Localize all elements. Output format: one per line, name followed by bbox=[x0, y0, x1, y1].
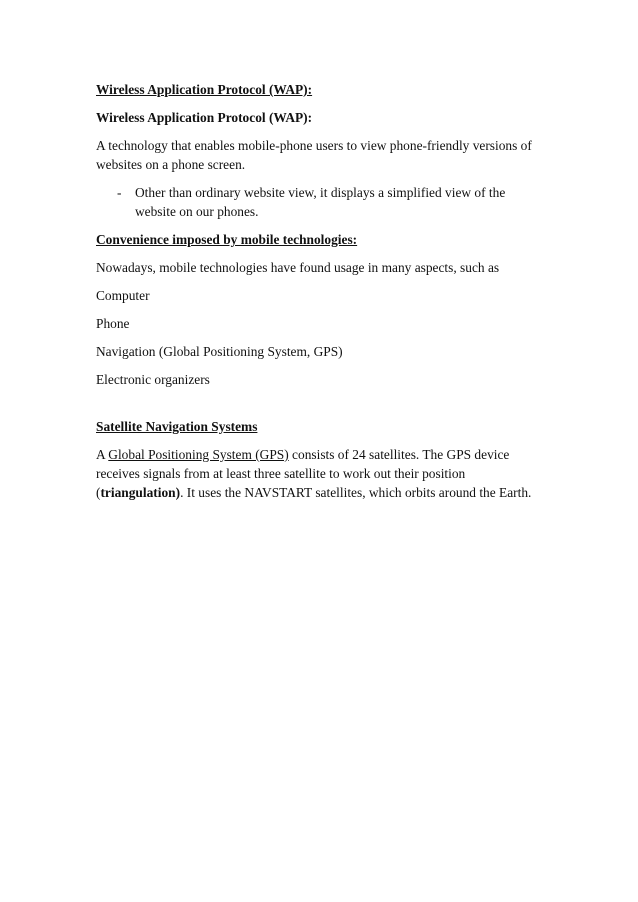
triangulation-term: triangulation) bbox=[100, 485, 181, 500]
blank-line bbox=[96, 398, 546, 417]
convenience-item-phone: Phone bbox=[96, 316, 130, 331]
satellite-text-end: . It uses the NAVSTART satellites, which orbits around the Earth. bbox=[180, 485, 532, 500]
gps-link[interactable]: Global Positioning System (GPS) bbox=[108, 447, 289, 462]
bullet-marker: - bbox=[117, 185, 122, 200]
document-content bbox=[96, 80, 546, 511]
convenience-heading: Convenience imposed by mobile technologies: bbox=[96, 232, 358, 247]
convenience-intro: Nowadays, mobile technologies have found usage in many aspects, such as bbox=[96, 260, 500, 275]
wap-heading-underlined: Wireless Application Protocol (WAP): bbox=[96, 82, 313, 97]
wap-definition: A technology that enables mobile-phone users to view phone-friendly versions of websites on a phone screen. bbox=[96, 138, 532, 172]
satellite-text-start: A bbox=[96, 447, 109, 462]
convenience-item-computer: Computer bbox=[96, 288, 150, 303]
bullet-text: Other than ordinary website view, it displays a simplified view of the website on our phones. bbox=[135, 185, 506, 219]
satellite-paragraph bbox=[96, 445, 546, 502]
convenience-item-navigation: Navigation (Global Positioning System, GPS) bbox=[96, 344, 343, 359]
satellite-heading: Satellite Navigation Systems bbox=[96, 419, 258, 434]
convenience-item-organizers: Electronic organizers bbox=[96, 372, 210, 387]
wap-heading: Wireless Application Protocol (WAP): bbox=[96, 110, 313, 125]
satellite-text-mid: consists of 24 satellites. The GPS device receives signals from at least three satellite to work out their position ( bbox=[96, 447, 510, 500]
wap-bullet-item bbox=[96, 183, 546, 221]
